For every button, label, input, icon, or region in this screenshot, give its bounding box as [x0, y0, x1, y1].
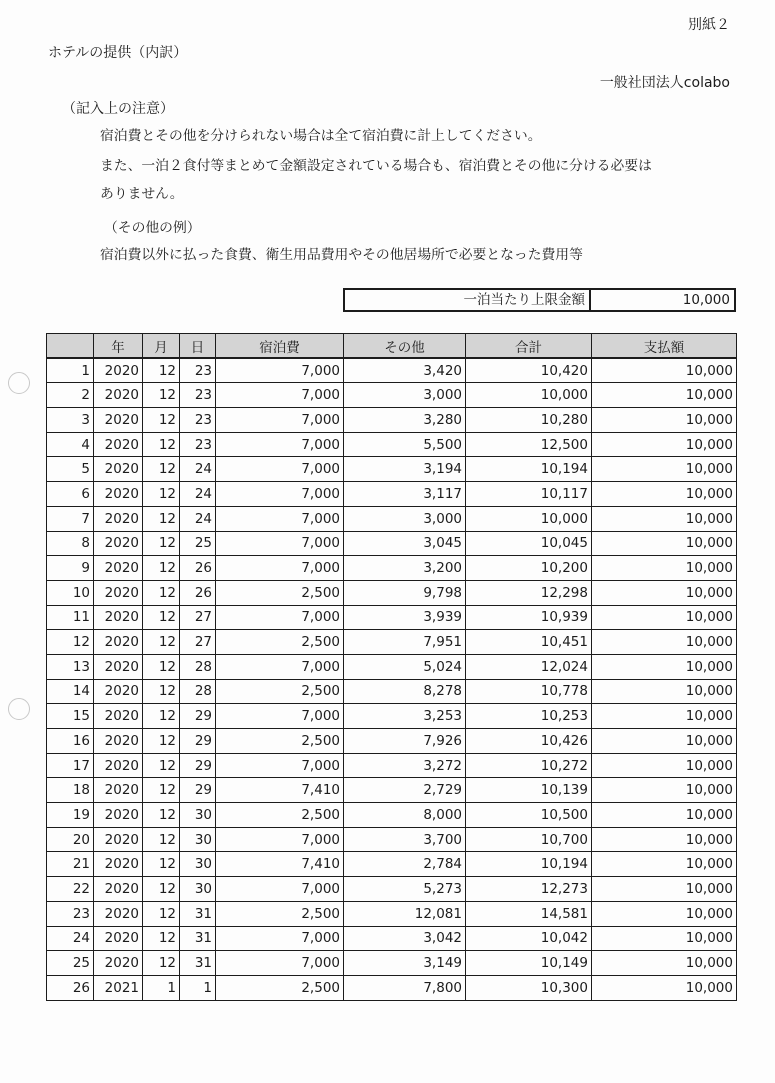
month-cell: 12: [143, 753, 180, 778]
month-cell: 12: [143, 852, 180, 877]
row-number: 10: [47, 580, 94, 605]
row-number: 19: [47, 803, 94, 828]
other-cell: 3,042: [344, 926, 466, 951]
table-row: [47, 556, 737, 581]
month-cell: 12: [143, 803, 180, 828]
table-row: [47, 901, 737, 926]
day-cell: 23: [180, 358, 216, 383]
row-number: 14: [47, 679, 94, 704]
example-heading: （その他の例）: [104, 220, 201, 236]
month-cell: 12: [143, 408, 180, 433]
col-header-lodging: 宿泊費: [216, 334, 344, 359]
other-cell: 5,273: [344, 877, 466, 902]
other-cell: 3,700: [344, 827, 466, 852]
day-cell: 28: [180, 654, 216, 679]
table-row: [47, 654, 737, 679]
paid-cell: 10,000: [592, 729, 737, 754]
notes-heading: （記入上の注意）: [62, 101, 174, 117]
year-cell: 2020: [94, 358, 143, 383]
lodging-cell: 2,500: [216, 630, 344, 655]
paid-cell: 10,000: [592, 358, 737, 383]
table-row: [47, 383, 737, 408]
other-cell: 5,500: [344, 432, 466, 457]
day-cell: 29: [180, 753, 216, 778]
year-cell: 2020: [94, 383, 143, 408]
day-cell: 25: [180, 531, 216, 556]
paid-cell: 10,000: [592, 383, 737, 408]
total-cell: 10,939: [466, 605, 592, 630]
limit-value: 10,000: [682, 292, 730, 308]
row-number: 25: [47, 951, 94, 976]
total-cell: 10,149: [466, 951, 592, 976]
paid-cell: 10,000: [592, 704, 737, 729]
row-number: 7: [47, 506, 94, 531]
note-line: また、一泊２食付等まとめて金額設定されている場合も、宿泊費とその他に分ける必要は: [100, 158, 652, 174]
paid-cell: 10,000: [592, 605, 737, 630]
paid-cell: 10,000: [592, 803, 737, 828]
other-cell: 3,045: [344, 531, 466, 556]
lodging-cell: 7,000: [216, 408, 344, 433]
other-cell: 2,729: [344, 778, 466, 803]
month-cell: 12: [143, 729, 180, 754]
year-cell: 2020: [94, 729, 143, 754]
year-cell: 2020: [94, 951, 143, 976]
row-number: 5: [47, 457, 94, 482]
month-cell: 12: [143, 951, 180, 976]
row-number: 15: [47, 704, 94, 729]
col-header-month: 月: [143, 334, 180, 359]
paid-cell: 10,000: [592, 654, 737, 679]
total-cell: 10,117: [466, 482, 592, 507]
lodging-cell: 7,410: [216, 778, 344, 803]
col-header-total: 合計: [466, 334, 592, 359]
other-cell: 3,000: [344, 506, 466, 531]
other-cell: 2,784: [344, 852, 466, 877]
day-cell: 31: [180, 901, 216, 926]
row-number: 2: [47, 383, 94, 408]
table-row: [47, 704, 737, 729]
day-cell: 26: [180, 580, 216, 605]
lodging-cell: 2,500: [216, 729, 344, 754]
row-number: 3: [47, 408, 94, 433]
table-row: [47, 531, 737, 556]
total-cell: 10,300: [466, 975, 592, 1000]
paid-cell: 10,000: [592, 975, 737, 1000]
total-cell: 12,298: [466, 580, 592, 605]
total-cell: 12,024: [466, 654, 592, 679]
total-cell: 12,273: [466, 877, 592, 902]
month-cell: 12: [143, 704, 180, 729]
paid-cell: 10,000: [592, 482, 737, 507]
paid-cell: 10,000: [592, 877, 737, 902]
total-cell: 10,042: [466, 926, 592, 951]
lodging-cell: 7,000: [216, 531, 344, 556]
lodging-cell: 2,500: [216, 901, 344, 926]
lodging-cell: 7,000: [216, 457, 344, 482]
day-cell: 31: [180, 951, 216, 976]
day-cell: 24: [180, 506, 216, 531]
year-cell: 2020: [94, 605, 143, 630]
table-row: [47, 803, 737, 828]
row-number: 23: [47, 901, 94, 926]
month-cell: 12: [143, 827, 180, 852]
table-row: [47, 506, 737, 531]
year-cell: 2020: [94, 852, 143, 877]
day-cell: 30: [180, 877, 216, 902]
col-header-year: 年: [94, 334, 143, 359]
example-line: 宿泊費以外に払った食費、衛生用品費用やその他居場所で必要となった費用等: [100, 247, 583, 263]
year-cell: 2020: [94, 408, 143, 433]
row-number: 1: [47, 358, 94, 383]
lodging-cell: 7,000: [216, 605, 344, 630]
year-cell: 2020: [94, 704, 143, 729]
row-number: 6: [47, 482, 94, 507]
lodging-cell: 7,000: [216, 358, 344, 383]
table-body: [47, 358, 737, 1000]
lodging-cell: 7,000: [216, 951, 344, 976]
table-row: [47, 729, 737, 754]
total-cell: 10,500: [466, 803, 592, 828]
table-row: [47, 580, 737, 605]
total-cell: 10,272: [466, 753, 592, 778]
lodging-cell: 7,000: [216, 877, 344, 902]
year-cell: 2020: [94, 679, 143, 704]
month-cell: 12: [143, 358, 180, 383]
table-row: [47, 926, 737, 951]
table-row: [47, 630, 737, 655]
paid-cell: 10,000: [592, 531, 737, 556]
month-cell: 12: [143, 605, 180, 630]
row-number: 13: [47, 654, 94, 679]
paid-cell: 10,000: [592, 753, 737, 778]
page-title: ホテルの提供（内訳）: [48, 45, 188, 61]
table-row: [47, 358, 737, 383]
table-row: [47, 432, 737, 457]
other-cell: 8,278: [344, 679, 466, 704]
limit-box: [343, 288, 736, 312]
month-cell: 12: [143, 506, 180, 531]
organization-name: 一般社団法人colabo: [599, 75, 730, 91]
day-cell: 27: [180, 605, 216, 630]
year-cell: 2020: [94, 482, 143, 507]
other-cell: 3,939: [344, 605, 466, 630]
document-label: 別紙２: [688, 17, 730, 33]
day-cell: 24: [180, 482, 216, 507]
day-cell: 31: [180, 926, 216, 951]
total-cell: 10,194: [466, 852, 592, 877]
row-number: 17: [47, 753, 94, 778]
total-cell: 10,420: [466, 358, 592, 383]
year-cell: 2020: [94, 457, 143, 482]
other-cell: 3,194: [344, 457, 466, 482]
table-row: [47, 679, 737, 704]
day-cell: 24: [180, 457, 216, 482]
day-cell: 23: [180, 383, 216, 408]
other-cell: 12,081: [344, 901, 466, 926]
year-cell: 2021: [94, 975, 143, 1000]
col-header-other: その他: [344, 334, 466, 359]
other-cell: 7,926: [344, 729, 466, 754]
year-cell: 2020: [94, 803, 143, 828]
year-cell: 2020: [94, 580, 143, 605]
row-number: 26: [47, 975, 94, 1000]
year-cell: 2020: [94, 654, 143, 679]
row-number: 4: [47, 432, 94, 457]
lodging-cell: 7,000: [216, 926, 344, 951]
month-cell: 12: [143, 901, 180, 926]
row-number: 24: [47, 926, 94, 951]
other-cell: 9,798: [344, 580, 466, 605]
total-cell: 12,500: [466, 432, 592, 457]
month-cell: 12: [143, 457, 180, 482]
row-number: 9: [47, 556, 94, 581]
day-cell: 30: [180, 852, 216, 877]
table-row: [47, 457, 737, 482]
note-line: 宿泊費とその他を分けられない場合は全て宿泊費に計上してください。: [100, 128, 542, 144]
lodging-cell: 7,000: [216, 383, 344, 408]
lodging-cell: 7,000: [216, 556, 344, 581]
month-cell: 12: [143, 531, 180, 556]
paid-cell: 10,000: [592, 827, 737, 852]
limit-label: 一泊当たり上限金額: [345, 290, 591, 310]
year-cell: 2020: [94, 827, 143, 852]
other-cell: 7,951: [344, 630, 466, 655]
punch-hole-top: [8, 372, 30, 394]
other-cell: 3,420: [344, 358, 466, 383]
lodging-cell: 7,000: [216, 482, 344, 507]
year-cell: 2020: [94, 506, 143, 531]
year-cell: 2020: [94, 778, 143, 803]
total-cell: 14,581: [466, 901, 592, 926]
table-header-row: [47, 334, 737, 359]
lodging-cell: 2,500: [216, 803, 344, 828]
month-cell: 12: [143, 556, 180, 581]
row-number: 18: [47, 778, 94, 803]
year-cell: 2020: [94, 877, 143, 902]
day-cell: 30: [180, 827, 216, 852]
total-cell: 10,139: [466, 778, 592, 803]
month-cell: 12: [143, 679, 180, 704]
other-cell: 3,149: [344, 951, 466, 976]
table-row: [47, 827, 737, 852]
total-cell: 10,778: [466, 679, 592, 704]
lodging-cell: 7,000: [216, 753, 344, 778]
day-cell: 29: [180, 704, 216, 729]
paid-cell: 10,000: [592, 556, 737, 581]
lodging-cell: 2,500: [216, 975, 344, 1000]
other-cell: 3,253: [344, 704, 466, 729]
total-cell: 10,045: [466, 531, 592, 556]
row-number: 16: [47, 729, 94, 754]
total-cell: 10,280: [466, 408, 592, 433]
day-cell: 26: [180, 556, 216, 581]
day-cell: 27: [180, 630, 216, 655]
total-cell: 10,426: [466, 729, 592, 754]
detail-table: [46, 333, 737, 1001]
table-row: [47, 408, 737, 433]
row-number: 8: [47, 531, 94, 556]
year-cell: 2020: [94, 531, 143, 556]
other-cell: 7,800: [344, 975, 466, 1000]
lodging-cell: 2,500: [216, 580, 344, 605]
lodging-cell: 7,000: [216, 506, 344, 531]
paid-cell: 10,000: [592, 852, 737, 877]
col-header-number: [47, 334, 94, 359]
month-cell: 12: [143, 580, 180, 605]
month-cell: 12: [143, 654, 180, 679]
total-cell: 10,194: [466, 457, 592, 482]
other-cell: 3,117: [344, 482, 466, 507]
paid-cell: 10,000: [592, 408, 737, 433]
other-cell: 3,000: [344, 383, 466, 408]
row-number: 11: [47, 605, 94, 630]
lodging-cell: 7,000: [216, 704, 344, 729]
month-cell: 12: [143, 630, 180, 655]
table-row: [47, 975, 737, 1000]
year-cell: 2020: [94, 432, 143, 457]
punch-hole-bottom: [8, 698, 30, 720]
table-row: [47, 877, 737, 902]
lodging-cell: 7,000: [216, 432, 344, 457]
paid-cell: 10,000: [592, 778, 737, 803]
paid-cell: 10,000: [592, 926, 737, 951]
total-cell: 10,000: [466, 506, 592, 531]
total-cell: 10,000: [466, 383, 592, 408]
day-cell: 28: [180, 679, 216, 704]
paid-cell: 10,000: [592, 457, 737, 482]
other-cell: 3,200: [344, 556, 466, 581]
total-cell: 10,700: [466, 827, 592, 852]
row-number: 21: [47, 852, 94, 877]
table-row: [47, 605, 737, 630]
row-number: 22: [47, 877, 94, 902]
lodging-cell: 7,410: [216, 852, 344, 877]
paid-cell: 10,000: [592, 901, 737, 926]
table-row: [47, 778, 737, 803]
day-cell: 23: [180, 408, 216, 433]
day-cell: 30: [180, 803, 216, 828]
paid-cell: 10,000: [592, 630, 737, 655]
month-cell: 12: [143, 432, 180, 457]
paid-cell: 10,000: [592, 506, 737, 531]
other-cell: 8,000: [344, 803, 466, 828]
paid-cell: 10,000: [592, 432, 737, 457]
paid-cell: 10,000: [592, 951, 737, 976]
year-cell: 2020: [94, 901, 143, 926]
total-cell: 10,253: [466, 704, 592, 729]
row-number: 12: [47, 630, 94, 655]
table-row: [47, 753, 737, 778]
month-cell: 12: [143, 778, 180, 803]
total-cell: 10,451: [466, 630, 592, 655]
col-header-paid: 支払額: [592, 334, 737, 359]
year-cell: 2020: [94, 630, 143, 655]
month-cell: 12: [143, 482, 180, 507]
lodging-cell: 7,000: [216, 827, 344, 852]
year-cell: 2020: [94, 556, 143, 581]
day-cell: 23: [180, 432, 216, 457]
lodging-cell: 2,500: [216, 679, 344, 704]
paid-cell: 10,000: [592, 679, 737, 704]
other-cell: 3,280: [344, 408, 466, 433]
other-cell: 3,272: [344, 753, 466, 778]
row-number: 20: [47, 827, 94, 852]
month-cell: 12: [143, 926, 180, 951]
table-row: [47, 852, 737, 877]
table-row: [47, 951, 737, 976]
year-cell: 2020: [94, 753, 143, 778]
month-cell: 12: [143, 877, 180, 902]
paid-cell: 10,000: [592, 580, 737, 605]
table-row: [47, 482, 737, 507]
day-cell: 29: [180, 729, 216, 754]
total-cell: 10,200: [466, 556, 592, 581]
other-cell: 5,024: [344, 654, 466, 679]
month-cell: 12: [143, 383, 180, 408]
year-cell: 2020: [94, 926, 143, 951]
note-line: ありません。: [100, 186, 184, 202]
day-cell: 29: [180, 778, 216, 803]
col-header-day: 日: [180, 334, 216, 359]
month-cell: 1: [143, 975, 180, 1000]
day-cell: 1: [180, 975, 216, 1000]
lodging-cell: 7,000: [216, 654, 344, 679]
